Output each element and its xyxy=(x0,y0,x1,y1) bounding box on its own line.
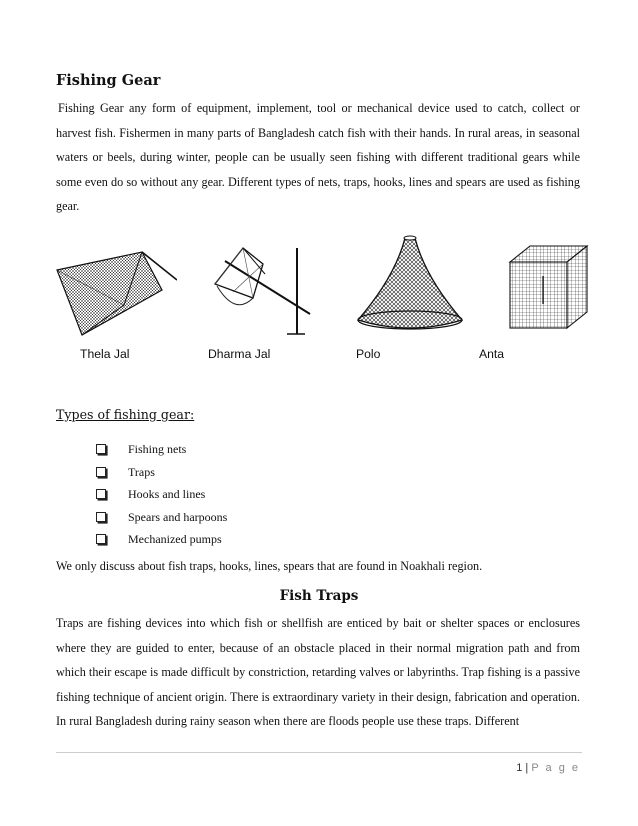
types-heading: Types of fishing gear: xyxy=(56,407,195,422)
checkbox-bullet-icon xyxy=(96,512,106,522)
list-item-label: Hooks and lines xyxy=(128,487,206,501)
checkbox-bullet-icon xyxy=(96,467,106,477)
figure-row xyxy=(50,236,590,336)
list-item xyxy=(96,461,227,484)
discuss-paragraph: We only discuss about fish traps, hooks, lines, spears that are found in Noakhali region. xyxy=(56,559,483,573)
list-item-label: Traps xyxy=(128,464,155,479)
list-item xyxy=(96,483,227,506)
polo-illustration xyxy=(350,232,470,336)
footer-separator: | xyxy=(525,762,529,774)
fish-traps-paragraph: Traps are fishing devices into which fish or shellfish are enticed by bait or shelter spaces or enclosures where they are guided to enter, because of an obstacle placed in their normal migration path and from which their escape is made difficult by constriction, retarding valves or labyrinths. Trap fishing is a passive fishing technique of ancient origin. There is extraordinary variety in their design, fabrication and operation. In rural Bangladesh during rainy season when there are floods people use these traps. Different xyxy=(56,616,580,728)
dharma-jal-illustration xyxy=(205,236,315,336)
checkbox-bullet-icon xyxy=(96,489,106,499)
intro-paragraph: Fishing Gear any form of equipment, implement, tool or mechanical device used to catch, collect or harvest fish. Fishermen in many parts of Bangladesh catch fish with their hands. In rural areas, in seasonal waters or beels, during winter, people can be usually seen fishing with different traditional gears while some even do so without any gear. Different types of nets, traps, hooks, lines and spears are used as fishing gear. xyxy=(56,101,580,213)
footer-divider xyxy=(56,752,582,753)
checkbox-bullet-icon xyxy=(96,534,106,544)
list-item xyxy=(96,438,227,461)
list-item xyxy=(96,506,227,529)
thela-jal-illustration xyxy=(52,250,177,340)
anta-illustration xyxy=(505,242,590,330)
figure-caption-thela-jal: Thela Jal xyxy=(80,347,130,361)
figure-caption-anta: Anta xyxy=(479,347,505,361)
list-item-label: Mechanized pumps xyxy=(128,532,222,546)
types-list xyxy=(96,438,227,551)
page-label: P a g e xyxy=(531,762,580,774)
list-item-label: Fishing nets xyxy=(128,442,187,456)
figure-caption-dharma-jal: Dharma Jal xyxy=(208,347,271,361)
list-item-label: Spears and harpoons xyxy=(128,509,228,524)
figure-caption-polo: Polo xyxy=(356,347,381,361)
fish-traps-heading: Fish Traps xyxy=(279,588,359,604)
page-footer xyxy=(516,762,580,774)
checkbox-bullet-icon xyxy=(96,444,106,454)
page-number: 1 xyxy=(516,762,523,774)
page-title: Fishing Gear xyxy=(56,72,161,89)
list-item xyxy=(96,528,227,551)
